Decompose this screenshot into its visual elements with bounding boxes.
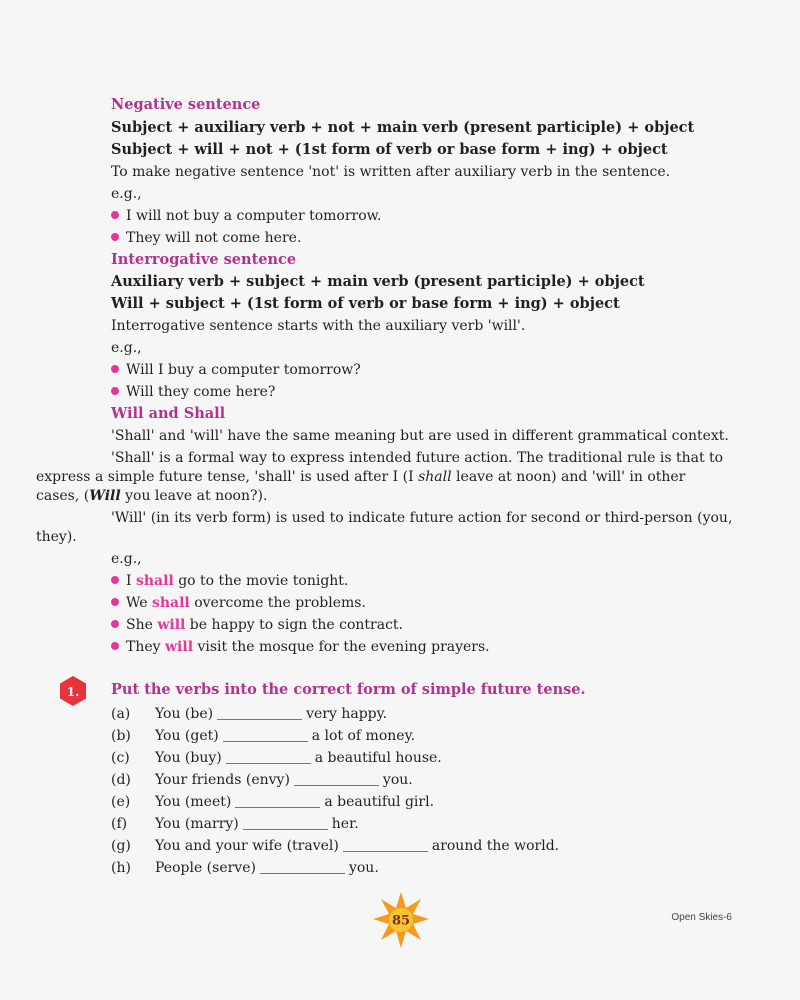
bullet-icon [111, 576, 119, 584]
interrogative-eg: e.g., [111, 340, 142, 356]
exercise-item: (f) You (marry) her. [111, 816, 359, 832]
list-item [111, 229, 301, 247]
will-shall-paragraph-2a: 'Shall' is a formal way to express intended future action. The traditional rule is that to [111, 450, 724, 466]
negative-heading: Negative sentence [111, 96, 261, 113]
will-shall-paragraph-3a: 'Will' (in its verb form) is used to indicate future action for second or third-person (you, [111, 510, 733, 526]
will-shall-paragraph-1: 'Shall' and 'will' have the same meaning but are used in different grammatical context. [111, 428, 729, 444]
list-item: We shall overcome the problems. [111, 594, 366, 612]
exercise-number-badge [57, 675, 89, 707]
bullet-icon [111, 642, 119, 650]
page-number: 85 [391, 913, 411, 929]
list-item [111, 383, 275, 401]
bullet-icon [111, 598, 119, 606]
exercise-item: (a) You (be) very happy. [111, 706, 388, 722]
will-shall-paragraph-3b: they). [36, 529, 77, 545]
bullet-icon [111, 620, 119, 628]
answer-blank[interactable] [294, 773, 379, 786]
answer-blank[interactable] [223, 729, 308, 742]
bullet-icon [111, 365, 119, 373]
negative-formula-1: Subject + auxiliary verb + not + main verb (present participle) + object [111, 119, 695, 136]
interrogative-formula-2: Will + subject + (1st form of verb or base form + ing) + object [111, 295, 620, 312]
negative-formula-2: Subject + will + not + (1st form of verb or base form + ing) + object [111, 141, 668, 158]
example-text: I will not buy a computer tomorrow. [126, 208, 382, 224]
negative-eg: e.g., [111, 186, 142, 202]
will-shall-paragraph-2b: express a simple future tense, 'shall' is used after I (I shall leave at noon) and 'will' in other [36, 469, 686, 485]
answer-blank[interactable] [243, 817, 328, 830]
exercise-item: (d) Your friends (envy) you. [111, 772, 413, 788]
exercise-item: (h) People (serve) you. [111, 860, 379, 876]
page-number-badge [371, 890, 431, 950]
will-shall-heading: Will and Shall [111, 405, 226, 422]
list-item: They will visit the mosque for the evening prayers. [111, 638, 490, 656]
exercise-item: (g) You and your wife (travel) around the world. [111, 838, 560, 854]
answer-blank[interactable] [217, 707, 302, 720]
list-item: I shall go to the movie tonight. [111, 572, 348, 590]
interrogative-heading: Interrogative sentence [111, 251, 297, 268]
exercise-number: 1. [66, 685, 80, 699]
negative-description: To make negative sentence 'not' is written after auxiliary verb in the sentence. [111, 164, 671, 180]
list-item: She will be happy to sign the contract. [111, 616, 403, 634]
list-item [111, 207, 381, 225]
answer-blank[interactable] [343, 839, 428, 852]
answer-blank[interactable] [260, 861, 345, 874]
interrogative-description: Interrogative sentence starts with the auxiliary verb 'will'. [111, 318, 526, 334]
list-item [111, 361, 361, 379]
exercise-item: (c) You (buy) a beautiful house. [111, 750, 442, 766]
book-title: Open Skies-6 [671, 912, 732, 923]
answer-blank[interactable] [235, 795, 320, 808]
example-text: They will not come here. [126, 230, 302, 246]
bullet-icon [111, 387, 119, 395]
answer-blank[interactable] [226, 751, 311, 764]
bullet-icon [111, 211, 119, 219]
will-shall-eg: e.g., [111, 551, 142, 567]
bullet-icon [111, 233, 119, 241]
example-text: Will I buy a computer tomorrow? [126, 362, 361, 378]
exercise-item: (e) You (meet) a beautiful girl. [111, 794, 435, 810]
interrogative-formula-1: Auxiliary verb + subject + main verb (present participle) + object [111, 273, 645, 290]
exercise-item: (b) You (get) a lot of money. [111, 728, 416, 744]
example-text: Will they come here? [126, 384, 276, 400]
exercise-title: Put the verbs into the correct form of simple future tense. [111, 681, 586, 698]
will-shall-paragraph-2c: cases, (Will you leave at noon?). [36, 488, 268, 504]
